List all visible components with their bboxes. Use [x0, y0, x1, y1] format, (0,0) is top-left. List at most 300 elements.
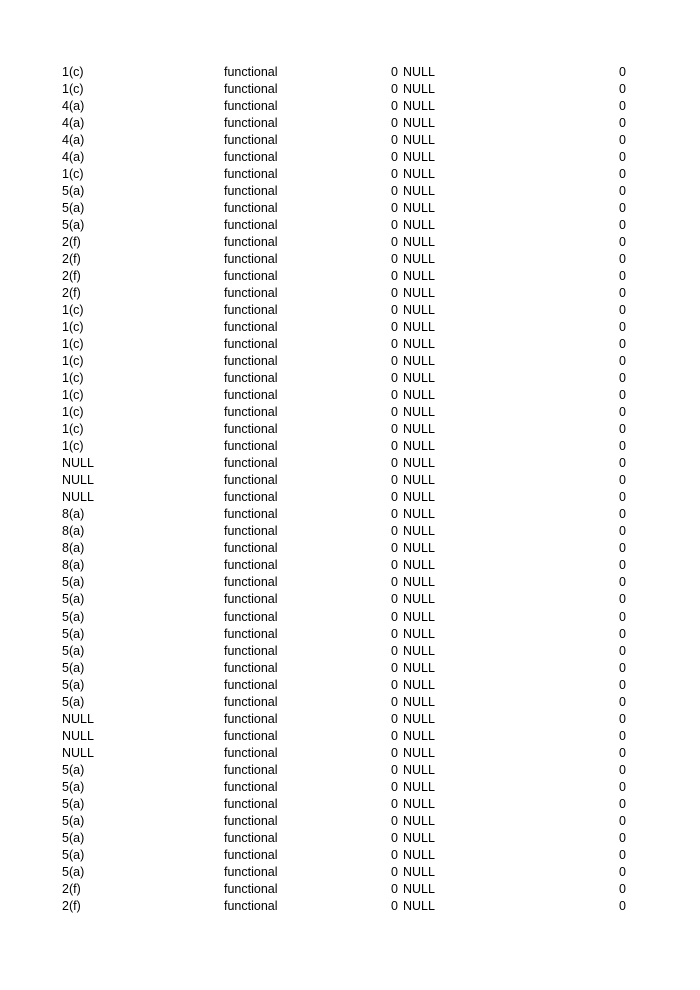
cell-code: 1(c)	[62, 65, 84, 79]
cell-count: 0	[391, 796, 398, 811]
cell-value: 0	[619, 490, 626, 505]
cell-status: functional	[224, 677, 278, 692]
cell-status: functional	[224, 728, 278, 743]
table-row	[0, 370, 700, 387]
cell-code: 5(a)	[62, 694, 85, 709]
table-row	[0, 694, 700, 711]
table-row	[0, 98, 700, 115]
table-row	[0, 132, 700, 149]
cell-value: 0	[619, 830, 626, 845]
cell-status: functional	[224, 898, 278, 913]
cell-status: functional	[224, 371, 278, 386]
cell-code: 1(c)	[62, 82, 84, 97]
cell-status: functional	[224, 643, 278, 658]
cell-status: functional	[224, 388, 278, 403]
cell-code: 5(a)	[62, 864, 85, 879]
cell-status: functional	[224, 541, 278, 556]
cell-null: NULL	[403, 456, 435, 471]
table-row	[0, 660, 700, 677]
cell-null: NULL	[403, 864, 435, 879]
cell-null: NULL	[403, 286, 435, 301]
cell-count: 0	[391, 575, 398, 590]
cell-count: 0	[391, 864, 398, 879]
cell-count: 0	[391, 626, 398, 641]
cell-code: 5(a)	[62, 575, 85, 590]
cell-null: NULL	[403, 575, 435, 590]
cell-status: functional	[224, 745, 278, 760]
cell-status: functional	[224, 405, 278, 420]
table-row	[0, 609, 700, 626]
cell-value: 0	[619, 337, 626, 352]
cell-value: 0	[619, 762, 626, 777]
cell-count: 0	[391, 286, 398, 301]
cell-value: 0	[619, 524, 626, 539]
cell-null: NULL	[403, 371, 435, 386]
cell-count: 0	[391, 439, 398, 454]
cell-value: 0	[619, 82, 626, 97]
cell-value: 0	[619, 864, 626, 879]
cell-code: 5(a)	[62, 184, 85, 199]
cell-status: functional	[224, 133, 278, 148]
cell-value: 0	[619, 898, 626, 913]
cell-null: NULL	[403, 150, 435, 165]
cell-null: NULL	[403, 252, 435, 267]
cell-value: 0	[619, 711, 626, 726]
cell-status: functional	[224, 99, 278, 114]
cell-value: 0	[619, 150, 626, 165]
cell-value: 0	[619, 65, 626, 79]
cell-count: 0	[391, 541, 398, 556]
cell-count: 0	[391, 524, 398, 539]
table-row	[0, 166, 700, 183]
cell-code: 4(a)	[62, 133, 85, 148]
table-row	[0, 81, 700, 98]
table-row	[0, 217, 700, 234]
cell-null: NULL	[403, 116, 435, 131]
cell-value: 0	[619, 235, 626, 250]
cell-code: 5(a)	[62, 660, 85, 675]
table-row	[0, 251, 700, 268]
cell-status: functional	[224, 575, 278, 590]
cell-count: 0	[391, 320, 398, 335]
cell-count: 0	[391, 405, 398, 420]
cell-null: NULL	[403, 609, 435, 624]
cell-null: NULL	[403, 405, 435, 420]
cell-code: NULL	[62, 728, 94, 743]
cell-code: 1(c)	[62, 422, 84, 437]
cell-count: 0	[391, 269, 398, 284]
cell-status: functional	[224, 524, 278, 539]
cell-count: 0	[391, 337, 398, 352]
cell-null: NULL	[403, 218, 435, 233]
table-row	[0, 438, 700, 455]
table-row	[0, 353, 700, 370]
cell-code: 1(c)	[62, 320, 84, 335]
cell-value: 0	[619, 881, 626, 896]
table-row	[0, 268, 700, 285]
cell-code: 1(c)	[62, 405, 84, 420]
cell-value: 0	[619, 609, 626, 624]
cell-value: 0	[619, 405, 626, 420]
cell-code: 1(c)	[62, 303, 84, 318]
cell-code: 1(c)	[62, 439, 84, 454]
cell-value: 0	[619, 796, 626, 811]
cell-count: 0	[391, 881, 398, 896]
cell-null: NULL	[403, 643, 435, 658]
cell-null: NULL	[403, 235, 435, 250]
cell-value: 0	[619, 320, 626, 335]
cell-code: NULL	[62, 745, 94, 760]
cell-status: functional	[224, 167, 278, 182]
cell-status: functional	[224, 303, 278, 318]
cell-value: 0	[619, 201, 626, 216]
cell-count: 0	[391, 133, 398, 148]
cell-count: 0	[391, 898, 398, 913]
cell-code: 2(f)	[62, 286, 81, 301]
cell-value: 0	[619, 269, 626, 284]
cell-status: functional	[224, 626, 278, 641]
table-row	[0, 64, 700, 81]
cell-count: 0	[391, 745, 398, 760]
cell-status: functional	[224, 490, 278, 505]
table-row	[0, 643, 700, 660]
cell-count: 0	[391, 150, 398, 165]
table-row	[0, 336, 700, 353]
table-row	[0, 472, 700, 489]
table-row	[0, 506, 700, 523]
table-row	[0, 319, 700, 336]
cell-null: NULL	[403, 847, 435, 862]
cell-status: functional	[224, 779, 278, 794]
cell-status: functional	[224, 507, 278, 522]
cell-null: NULL	[403, 99, 435, 114]
table-row	[0, 626, 700, 643]
cell-value: 0	[619, 592, 626, 607]
cell-count: 0	[391, 116, 398, 131]
cell-count: 0	[391, 82, 398, 97]
cell-count: 0	[391, 422, 398, 437]
cell-null: NULL	[403, 167, 435, 182]
cell-status: functional	[224, 609, 278, 624]
cell-null: NULL	[403, 133, 435, 148]
cell-code: 5(a)	[62, 592, 85, 607]
cell-null: NULL	[403, 711, 435, 726]
cell-null: NULL	[403, 626, 435, 641]
cell-code: NULL	[62, 456, 94, 471]
cell-status: functional	[224, 456, 278, 471]
cell-count: 0	[391, 847, 398, 862]
cell-count: 0	[391, 473, 398, 488]
cell-status: functional	[224, 881, 278, 896]
cell-null: NULL	[403, 541, 435, 556]
table-row	[0, 489, 700, 506]
table-row	[0, 881, 700, 898]
table-row	[0, 574, 700, 591]
cell-status: functional	[224, 558, 278, 573]
cell-count: 0	[391, 592, 398, 607]
cell-value: 0	[619, 745, 626, 760]
cell-count: 0	[391, 694, 398, 709]
cell-status: functional	[224, 830, 278, 845]
cell-value: 0	[619, 439, 626, 454]
cell-status: functional	[224, 252, 278, 267]
cell-count: 0	[391, 371, 398, 386]
cell-code: 2(f)	[62, 252, 81, 267]
cell-value: 0	[619, 473, 626, 488]
cell-null: NULL	[403, 762, 435, 777]
cell-value: 0	[619, 507, 626, 522]
cell-status: functional	[224, 864, 278, 879]
table-row	[0, 779, 700, 796]
cell-status: functional	[224, 116, 278, 131]
cell-value: 0	[619, 779, 626, 794]
cell-value: 0	[619, 626, 626, 641]
cell-code: 5(a)	[62, 796, 85, 811]
cell-null: NULL	[403, 592, 435, 607]
cell-value: 0	[619, 286, 626, 301]
table-row	[0, 404, 700, 421]
cell-null: NULL	[403, 184, 435, 199]
cell-value: 0	[619, 728, 626, 743]
cell-code: 5(a)	[62, 813, 85, 828]
cell-null: NULL	[403, 507, 435, 522]
cell-null: NULL	[403, 439, 435, 454]
cell-status: functional	[224, 269, 278, 284]
cell-value: 0	[619, 456, 626, 471]
cell-status: functional	[224, 235, 278, 250]
cell-null: NULL	[403, 830, 435, 845]
cell-count: 0	[391, 813, 398, 828]
cell-null: NULL	[403, 337, 435, 352]
cell-status: functional	[224, 660, 278, 675]
cell-count: 0	[391, 218, 398, 233]
cell-null: NULL	[403, 269, 435, 284]
cell-status: functional	[224, 592, 278, 607]
cell-code: 4(a)	[62, 150, 85, 165]
cell-value: 0	[619, 558, 626, 573]
cell-null: NULL	[403, 728, 435, 743]
cell-count: 0	[391, 762, 398, 777]
cell-code: 8(a)	[62, 507, 85, 522]
cell-value: 0	[619, 303, 626, 318]
cell-code: 1(c)	[62, 354, 84, 369]
cell-code: 1(c)	[62, 337, 84, 352]
data-table	[0, 64, 700, 915]
table-row	[0, 149, 700, 166]
cell-status: functional	[224, 82, 278, 97]
cell-value: 0	[619, 694, 626, 709]
cell-value: 0	[619, 575, 626, 590]
table-row	[0, 591, 700, 608]
cell-code: 8(a)	[62, 524, 85, 539]
cell-null: NULL	[403, 660, 435, 675]
cell-status: functional	[224, 201, 278, 216]
cell-count: 0	[391, 643, 398, 658]
cell-null: NULL	[403, 490, 435, 505]
cell-null: NULL	[403, 422, 435, 437]
cell-null: NULL	[403, 303, 435, 318]
cell-value: 0	[619, 422, 626, 437]
cell-value: 0	[619, 677, 626, 692]
cell-code: 5(a)	[62, 643, 85, 658]
cell-code: 4(a)	[62, 116, 85, 131]
cell-null: NULL	[403, 881, 435, 896]
cell-count: 0	[391, 558, 398, 573]
cell-null: NULL	[403, 388, 435, 403]
cell-null: NULL	[403, 82, 435, 97]
table-row	[0, 285, 700, 302]
cell-code: NULL	[62, 490, 94, 505]
cell-status: functional	[224, 65, 278, 79]
cell-code: 5(a)	[62, 201, 85, 216]
table-row	[0, 745, 700, 762]
cell-value: 0	[619, 541, 626, 556]
cell-count: 0	[391, 252, 398, 267]
cell-null: NULL	[403, 320, 435, 335]
cell-code: 8(a)	[62, 541, 85, 556]
cell-status: functional	[224, 422, 278, 437]
cell-count: 0	[391, 456, 398, 471]
cell-code: 2(f)	[62, 269, 81, 284]
cell-count: 0	[391, 490, 398, 505]
cell-count: 0	[391, 99, 398, 114]
table-row	[0, 847, 700, 864]
cell-count: 0	[391, 830, 398, 845]
cell-code: 5(a)	[62, 779, 85, 794]
cell-null: NULL	[403, 65, 435, 79]
cell-code: 5(a)	[62, 762, 85, 777]
table-row	[0, 677, 700, 694]
cell-status: functional	[224, 337, 278, 352]
cell-code: 2(f)	[62, 898, 81, 913]
cell-count: 0	[391, 65, 398, 79]
cell-status: functional	[224, 286, 278, 301]
cell-count: 0	[391, 677, 398, 692]
cell-count: 0	[391, 235, 398, 250]
cell-value: 0	[619, 643, 626, 658]
cell-value: 0	[619, 388, 626, 403]
cell-count: 0	[391, 354, 398, 369]
table-row	[0, 540, 700, 557]
cell-status: functional	[224, 184, 278, 199]
table-row	[0, 387, 700, 404]
cell-status: functional	[224, 439, 278, 454]
cell-null: NULL	[403, 898, 435, 913]
cell-status: functional	[224, 813, 278, 828]
table-row	[0, 421, 700, 438]
table-row	[0, 200, 700, 217]
cell-status: functional	[224, 711, 278, 726]
cell-status: functional	[224, 762, 278, 777]
cell-code: 5(a)	[62, 609, 85, 624]
cell-code: 4(a)	[62, 99, 85, 114]
cell-code: 5(a)	[62, 677, 85, 692]
cell-status: functional	[224, 320, 278, 335]
cell-value: 0	[619, 167, 626, 182]
cell-code: NULL	[62, 711, 94, 726]
table-row	[0, 302, 700, 319]
cell-status: functional	[224, 847, 278, 862]
cell-code: 5(a)	[62, 830, 85, 845]
table-row	[0, 183, 700, 200]
cell-value: 0	[619, 660, 626, 675]
table-row	[0, 796, 700, 813]
table-row	[0, 728, 700, 745]
cell-count: 0	[391, 711, 398, 726]
cell-null: NULL	[403, 201, 435, 216]
cell-value: 0	[619, 133, 626, 148]
cell-null: NULL	[403, 745, 435, 760]
cell-null: NULL	[403, 694, 435, 709]
cell-count: 0	[391, 303, 398, 318]
cell-null: NULL	[403, 354, 435, 369]
cell-value: 0	[619, 847, 626, 862]
cell-value: 0	[619, 218, 626, 233]
cell-value: 0	[619, 99, 626, 114]
table-row	[0, 813, 700, 830]
cell-count: 0	[391, 388, 398, 403]
cell-code: 2(f)	[62, 235, 81, 250]
cell-code: 5(a)	[62, 626, 85, 641]
cell-status: functional	[224, 694, 278, 709]
cell-null: NULL	[403, 524, 435, 539]
table-row	[0, 898, 700, 915]
cell-value: 0	[619, 354, 626, 369]
cell-null: NULL	[403, 813, 435, 828]
cell-count: 0	[391, 609, 398, 624]
cell-value: 0	[619, 252, 626, 267]
cell-null: NULL	[403, 796, 435, 811]
cell-count: 0	[391, 184, 398, 199]
table-row	[0, 455, 700, 472]
cell-count: 0	[391, 728, 398, 743]
cell-value: 0	[619, 184, 626, 199]
cell-code: 2(f)	[62, 881, 81, 896]
table-row	[0, 864, 700, 881]
cell-value: 0	[619, 116, 626, 131]
cell-code: 5(a)	[62, 847, 85, 862]
cell-code: NULL	[62, 473, 94, 488]
table-row	[0, 830, 700, 847]
cell-null: NULL	[403, 558, 435, 573]
cell-count: 0	[391, 167, 398, 182]
cell-value: 0	[619, 371, 626, 386]
cell-count: 0	[391, 660, 398, 675]
table-row	[0, 115, 700, 132]
cell-status: functional	[224, 796, 278, 811]
cell-code: 1(c)	[62, 388, 84, 403]
table-row	[0, 711, 700, 728]
cell-status: functional	[224, 218, 278, 233]
cell-status: functional	[224, 473, 278, 488]
cell-code: 1(c)	[62, 371, 84, 386]
table-row	[0, 557, 700, 574]
cell-code: 8(a)	[62, 558, 85, 573]
cell-status: functional	[224, 150, 278, 165]
table-row	[0, 523, 700, 540]
cell-code: 5(a)	[62, 218, 85, 233]
cell-status: functional	[224, 354, 278, 369]
cell-null: NULL	[403, 779, 435, 794]
cell-count: 0	[391, 507, 398, 522]
cell-null: NULL	[403, 473, 435, 488]
table-row	[0, 762, 700, 779]
table-row	[0, 234, 700, 251]
cell-null: NULL	[403, 677, 435, 692]
cell-code: 1(c)	[62, 167, 84, 182]
cell-value: 0	[619, 813, 626, 828]
cell-count: 0	[391, 779, 398, 794]
